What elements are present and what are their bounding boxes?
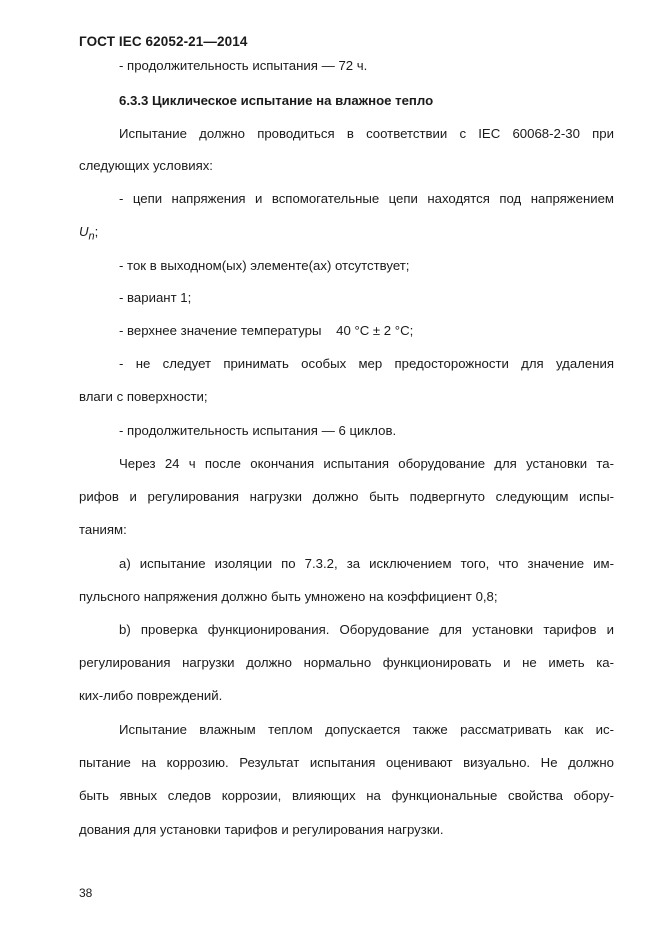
voltage-subscript: n <box>88 230 95 243</box>
text-line: а) испытание изоляции по 7.3.2, за исключением того, что значение им- <box>119 556 614 571</box>
text-fragment: ; <box>94 224 99 239</box>
text-line: - цепи напряжения и вспомогательные цепи находятся под напряжением <box>119 191 614 206</box>
page-number: 38 <box>79 886 93 900</box>
text-line: - не следует принимать особых мер предосторожности для удаления <box>119 356 614 371</box>
text-line: Испытание должно проводиться в соответствии с IEC 60068-2-30 при <box>119 126 614 141</box>
text-line: рифов и регулирования нагрузки должно быть подвергнуто следующим испы- <box>79 489 614 504</box>
text-line: таниям: <box>79 522 127 537</box>
text-line: регулирования нагрузки должно нормально функционировать и не иметь ка- <box>79 655 614 670</box>
voltage-symbol: U <box>79 224 89 239</box>
text-line: влаги с поверхности; <box>79 389 208 404</box>
text-line: - продолжительность испытания — 72 ч. <box>119 58 368 73</box>
text-line: - верхнее значение температуры 40 °С ± 2 °С; <box>119 323 414 338</box>
text-line: b) проверка функционирования. Оборудование для установки тарифов и <box>119 622 614 637</box>
text-line <box>79 224 614 245</box>
text-line: ких-либо повреждений. <box>79 688 223 703</box>
text-line: - продолжительность испытания — 6 циклов. <box>119 423 397 438</box>
text-line: - ток в выходном(ых) элементе(ах) отсутствует; <box>119 258 410 273</box>
text-line: пульсного напряжения должно быть умножено на коэффициент 0,8; <box>79 589 498 604</box>
text-line: дования для установки тарифов и регулирования нагрузки. <box>79 822 444 837</box>
text-line: следующих условиях: <box>79 158 213 173</box>
section-heading: 6.3.3 Циклическое испытание на влажное тепло <box>119 93 434 108</box>
text-line: - вариант 1; <box>119 290 192 305</box>
text-line: быть явных следов коррозии, влияющих на функциональные свойства обору- <box>79 788 614 803</box>
text-line: Через 24 ч после окончания испытания оборудование для установки та- <box>119 456 614 471</box>
text-line: пытание на коррозию. Результат испытания оценивают визуально. Не должно <box>79 755 614 770</box>
standard-header: ГОСТ IEC 62052-21—2014 <box>79 34 248 49</box>
text-line: Испытание влажным теплом допускается также рассматривать как ис- <box>119 722 614 737</box>
